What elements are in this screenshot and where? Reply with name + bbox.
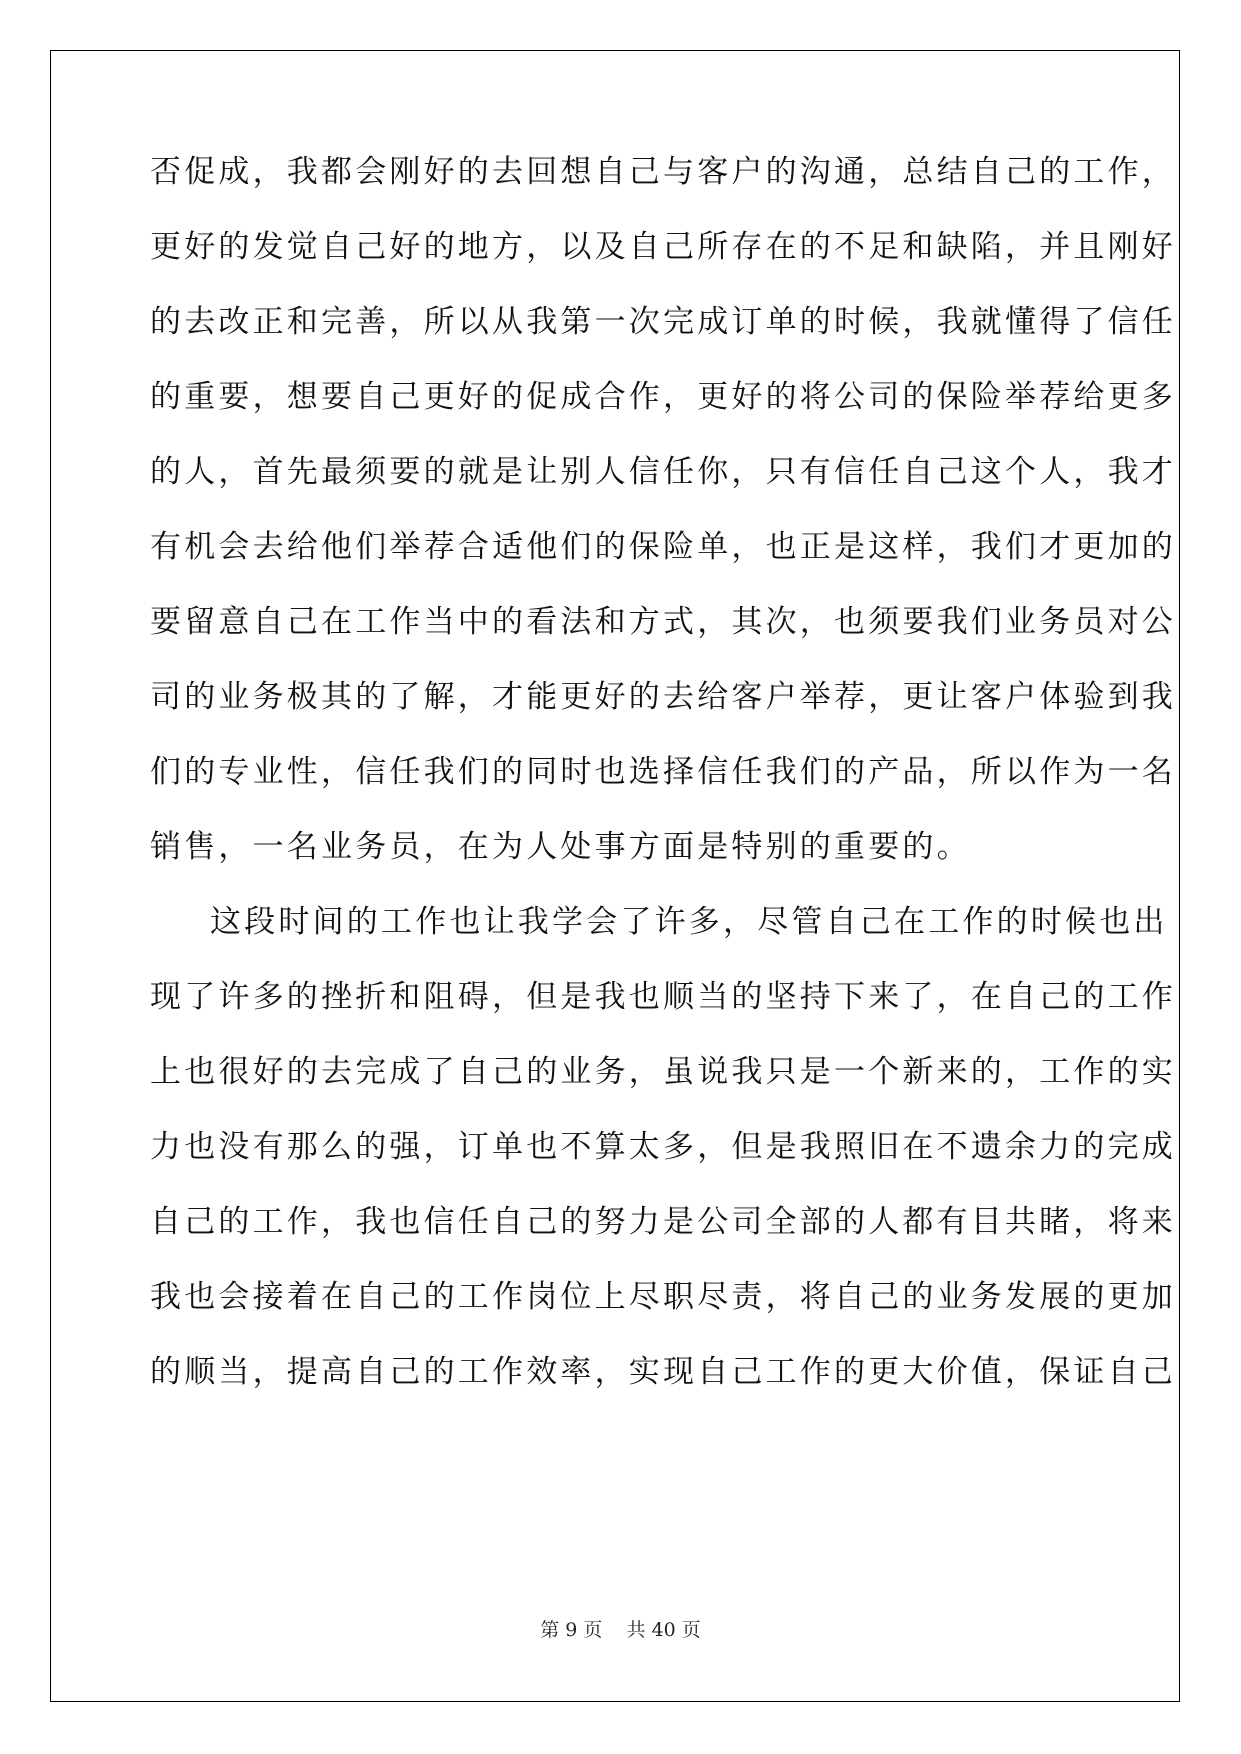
text-line: 有机会去给他们举荐合适他们的保险单，也正是这样，我们才更加的 [150, 529, 1176, 565]
text-line: 现了许多的挫折和阻碍，但是我也顺当的坚持下来了，在自己的工作 [150, 979, 1176, 1015]
text-line: 更好的发觉自己好的地方，以及自己所存在的不足和缺陷，并且刚好 [150, 229, 1176, 265]
page-border [50, 50, 1180, 1702]
text-line: 上也很好的去完成了自己的业务，虽说我只是一个新来的，工作的实 [150, 1054, 1176, 1090]
text-line: 的去改正和完善，所以从我第一次完成订单的时候，我就懂得了信任 [150, 304, 1176, 340]
text-line: 自己的工作，我也信任自己的努力是公司全部的人都有目共睹，将来 [150, 1204, 1176, 1240]
text-line: 我也会接着在自己的工作岗位上尽职尽责，将自己的业务发展的更加 [150, 1279, 1176, 1315]
page-footer [0, 1615, 1241, 1642]
page-number: 第 9 页 [540, 1619, 603, 1641]
text-line: 力也没有那么的强，订单也不算太多，但是我照旧在不遗余力的完成 [150, 1129, 1176, 1165]
text-line: 的人，首先最须要的就是让别人信任你，只有信任自己这个人，我才 [150, 454, 1176, 490]
paragraph-start-line: 这段时间的工作也让我学会了许多，尽管自己在工作的时候也出 [210, 904, 1168, 940]
text-line: 的顺当，提高自己的工作效率，实现自己工作的更大价值，保证自己 [150, 1354, 1176, 1390]
text-line: 们的专业性，信任我们的同时也选择信任我们的产品，所以作为一名 [150, 754, 1176, 790]
page-total: 共 40 页 [626, 1619, 701, 1641]
text-line: 要留意自己在工作当中的看法和方式，其次，也须要我们业务员对公 [150, 604, 1176, 640]
text-line: 否促成，我都会刚好的去回想自己与客户的沟通，总结自己的工作， [150, 154, 1176, 190]
text-line: 司的业务极其的了解，才能更好的去给客户举荐，更让客户体验到我 [150, 679, 1176, 715]
text-line: 销售，一名业务员，在为人处事方面是特别的重要的。 [150, 829, 971, 865]
text-line: 的重要，想要自己更好的促成合作，更好的将公司的保险举荐给更多 [150, 379, 1176, 415]
